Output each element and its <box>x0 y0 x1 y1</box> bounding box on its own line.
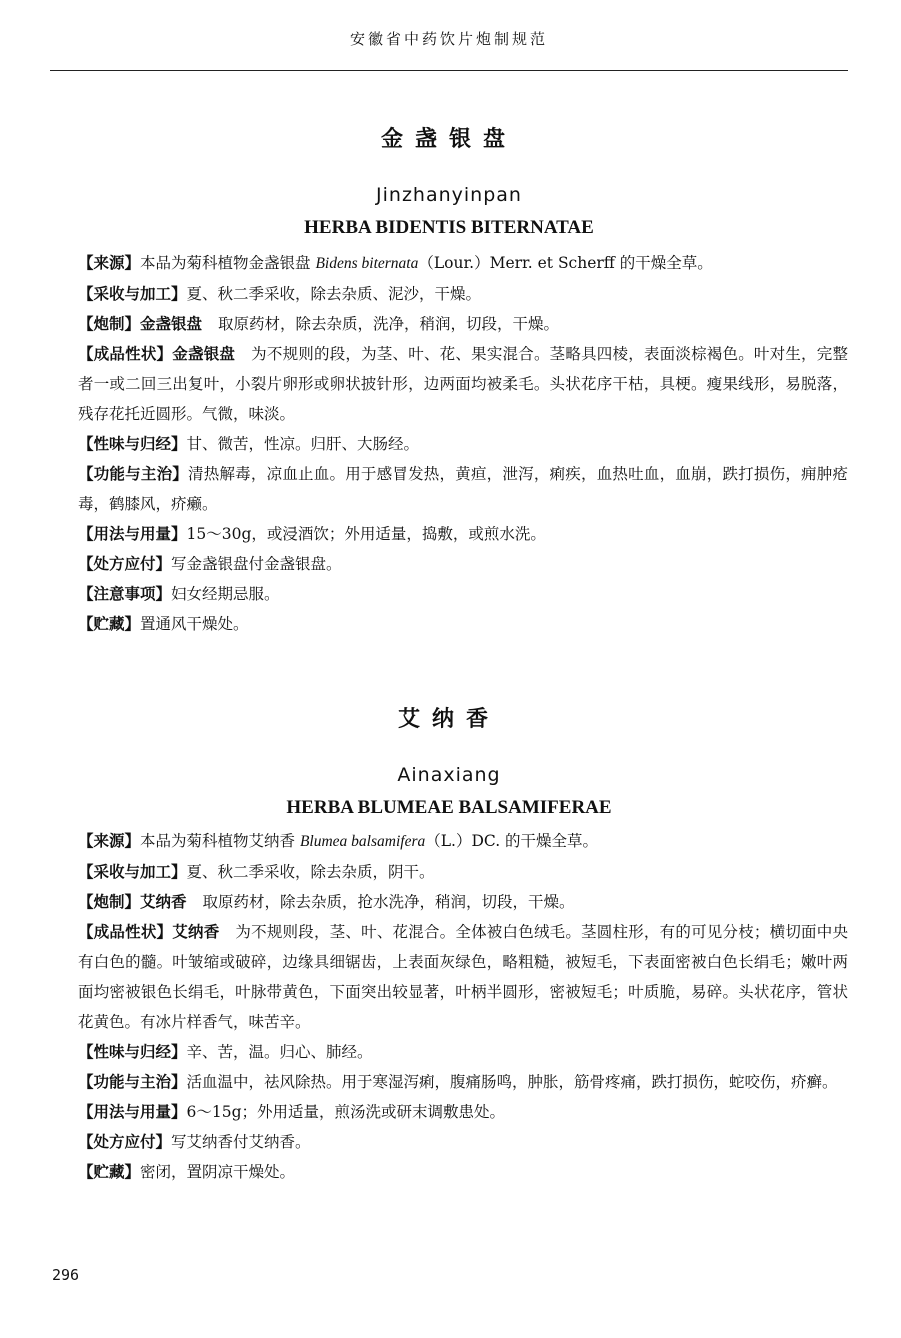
running-header: 安徽省中药饮片炮制规范 <box>349 30 548 48</box>
prescription-text: 写艾纳香付艾纳香。 <box>171 1133 311 1151</box>
harvest-paragraph <box>78 857 848 887</box>
description-label: 【成品性状】 <box>78 923 173 941</box>
caution-paragraph <box>78 579 848 609</box>
processing-label: 【炮制】 <box>78 893 141 911</box>
entry-pinyin: Ainaxiang <box>397 764 501 786</box>
nature-text: 甘、微苦，性凉。归肝、大肠经。 <box>186 435 420 453</box>
description-text: 为不规则段，茎、叶、花混合。全体被白色绒毛。茎圆柱形，有的可见分枝；横切面中央有白色的髓。叶皱缩或破碎，边缘具细锯齿，上表面灰绿色，略粗糙，被短毛，下表面密被白色长绢毛；嫩叶两面均密被银色长绢毛，叶脉带黄色，下面突出较显著，叶柄半圆形，密被短毛；叶质脆，易碎。头状花序，管状花黄色。有冰片样香气，味苦辛。 <box>78 923 848 1031</box>
nature-paragraph <box>78 429 848 459</box>
nature-label: 【性味与归经】 <box>78 435 187 453</box>
species-name: Bidens biternata <box>315 255 419 272</box>
source-text-tail: （L.）DC. 的干燥全草。 <box>425 832 599 850</box>
function-paragraph <box>78 1067 848 1097</box>
entry-pinyin: Jinzhanyinpan <box>376 184 522 206</box>
processing-paragraph <box>78 309 848 339</box>
prescription-paragraph <box>78 1127 848 1157</box>
nature-text: 辛、苦，温。归心、肺经。 <box>186 1043 373 1061</box>
processing-label: 【炮制】 <box>78 315 141 333</box>
nature-paragraph <box>78 1037 848 1067</box>
source-label: 【来源】 <box>78 832 141 850</box>
processing-name: 金盏银盘 <box>140 315 203 333</box>
storage-text: 置通风干燥处。 <box>140 615 249 633</box>
storage-text: 密闭，置阴凉干燥处。 <box>140 1163 296 1181</box>
source-text: 本品为菊科植物艾纳香 <box>140 832 300 850</box>
harvest-paragraph <box>78 279 848 309</box>
usage-text: 15～30g，或浸酒饮；外用适量，捣敷，或煎水洗。 <box>186 525 546 543</box>
processing-name: 艾纳香 <box>140 893 187 911</box>
function-label: 【功能与主治】 <box>78 1073 187 1091</box>
description-name: 艾纳香 <box>172 923 220 941</box>
entry-title: 艾纳香 <box>397 707 500 732</box>
usage-label: 【用法与用量】 <box>78 525 187 543</box>
processing-text: 取原药材，除去杂质，抢水洗净，稍润，切段，干燥。 <box>202 893 575 911</box>
source-text-tail: （Lour.）Merr. et Scherff 的干燥全草。 <box>418 254 713 272</box>
species-name: Blumea balsamifera <box>299 833 426 850</box>
entry-body <box>78 248 848 639</box>
entry-title: 金盏银盘 <box>380 127 517 152</box>
processing-paragraph <box>78 887 848 917</box>
harvest-label: 【采收与加工】 <box>78 863 187 881</box>
function-paragraph <box>78 459 848 519</box>
prescription-label: 【处方应付】 <box>78 555 172 573</box>
storage-label: 【贮藏】 <box>78 1163 141 1181</box>
entry-body <box>78 826 848 1187</box>
caution-label: 【注意事项】 <box>78 585 172 603</box>
source-paragraph <box>78 826 848 857</box>
harvest-text: 夏、秋二季采收，除去杂质，阴干。 <box>186 863 435 881</box>
function-label: 【功能与主治】 <box>78 465 189 483</box>
description-name: 金盏银盘 <box>172 345 236 363</box>
prescription-text: 写金盏银盘付金盏银盘。 <box>171 555 342 573</box>
prescription-label: 【处方应付】 <box>78 1133 172 1151</box>
usage-text: 6～15g；外用适量，煎汤洗或研末调敷患处。 <box>186 1103 506 1121</box>
prescription-paragraph <box>78 549 848 579</box>
usage-label: 【用法与用量】 <box>78 1103 187 1121</box>
harvest-text: 夏、秋二季采收，除去杂质、泥沙，干燥。 <box>186 285 482 303</box>
entry-latin-name: HERBA BLUMEAE BALSAMIFERAE <box>286 797 612 818</box>
storage-paragraph <box>78 1157 848 1187</box>
nature-label: 【性味与归经】 <box>78 1043 187 1061</box>
header-rule <box>50 70 848 71</box>
page-number: 296 <box>52 1266 80 1284</box>
storage-label: 【贮藏】 <box>78 615 141 633</box>
entry-latin-name: HERBA BIDENTIS BITERNATAE <box>304 217 594 238</box>
description-paragraph <box>78 339 848 429</box>
processing-text: 取原药材，除去杂质，洗净，稍润，切段，干燥。 <box>218 315 560 333</box>
description-paragraph <box>78 917 848 1037</box>
function-text: 清热解毒，凉血止血。用于感冒发热，黄疸，泄泻，痢疾，血热吐血，血崩，跌打损伤，痈肿疮毒，鹤膝风，疥癞。 <box>78 465 848 513</box>
source-paragraph <box>78 248 848 279</box>
harvest-label: 【采收与加工】 <box>78 285 187 303</box>
description-text: 为不规则的段，为茎、叶、花、果实混合。茎略具四棱，表面淡棕褐色。叶对生，完整者一或二回三出复叶，小裂片卵形或卵状披针形，边两面均被柔毛。头状花序干枯，具梗。瘦果线形，易脱落，残存花托近圆形。气微，味淡。 <box>78 345 848 423</box>
source-label: 【来源】 <box>78 254 141 272</box>
description-label: 【成品性状】 <box>78 345 173 363</box>
caution-text: 妇女经期忌服。 <box>171 585 280 603</box>
storage-paragraph <box>78 609 848 639</box>
source-text: 本品为菊科植物金盏银盘 <box>140 254 316 272</box>
usage-paragraph <box>78 1097 848 1127</box>
function-text: 活血温中，祛风除热。用于寒湿泻痢，腹痛肠鸣，肿胀，筋骨疼痛，跌打损伤，蛇咬伤，疥癣。 <box>186 1073 838 1091</box>
usage-paragraph <box>78 519 848 549</box>
